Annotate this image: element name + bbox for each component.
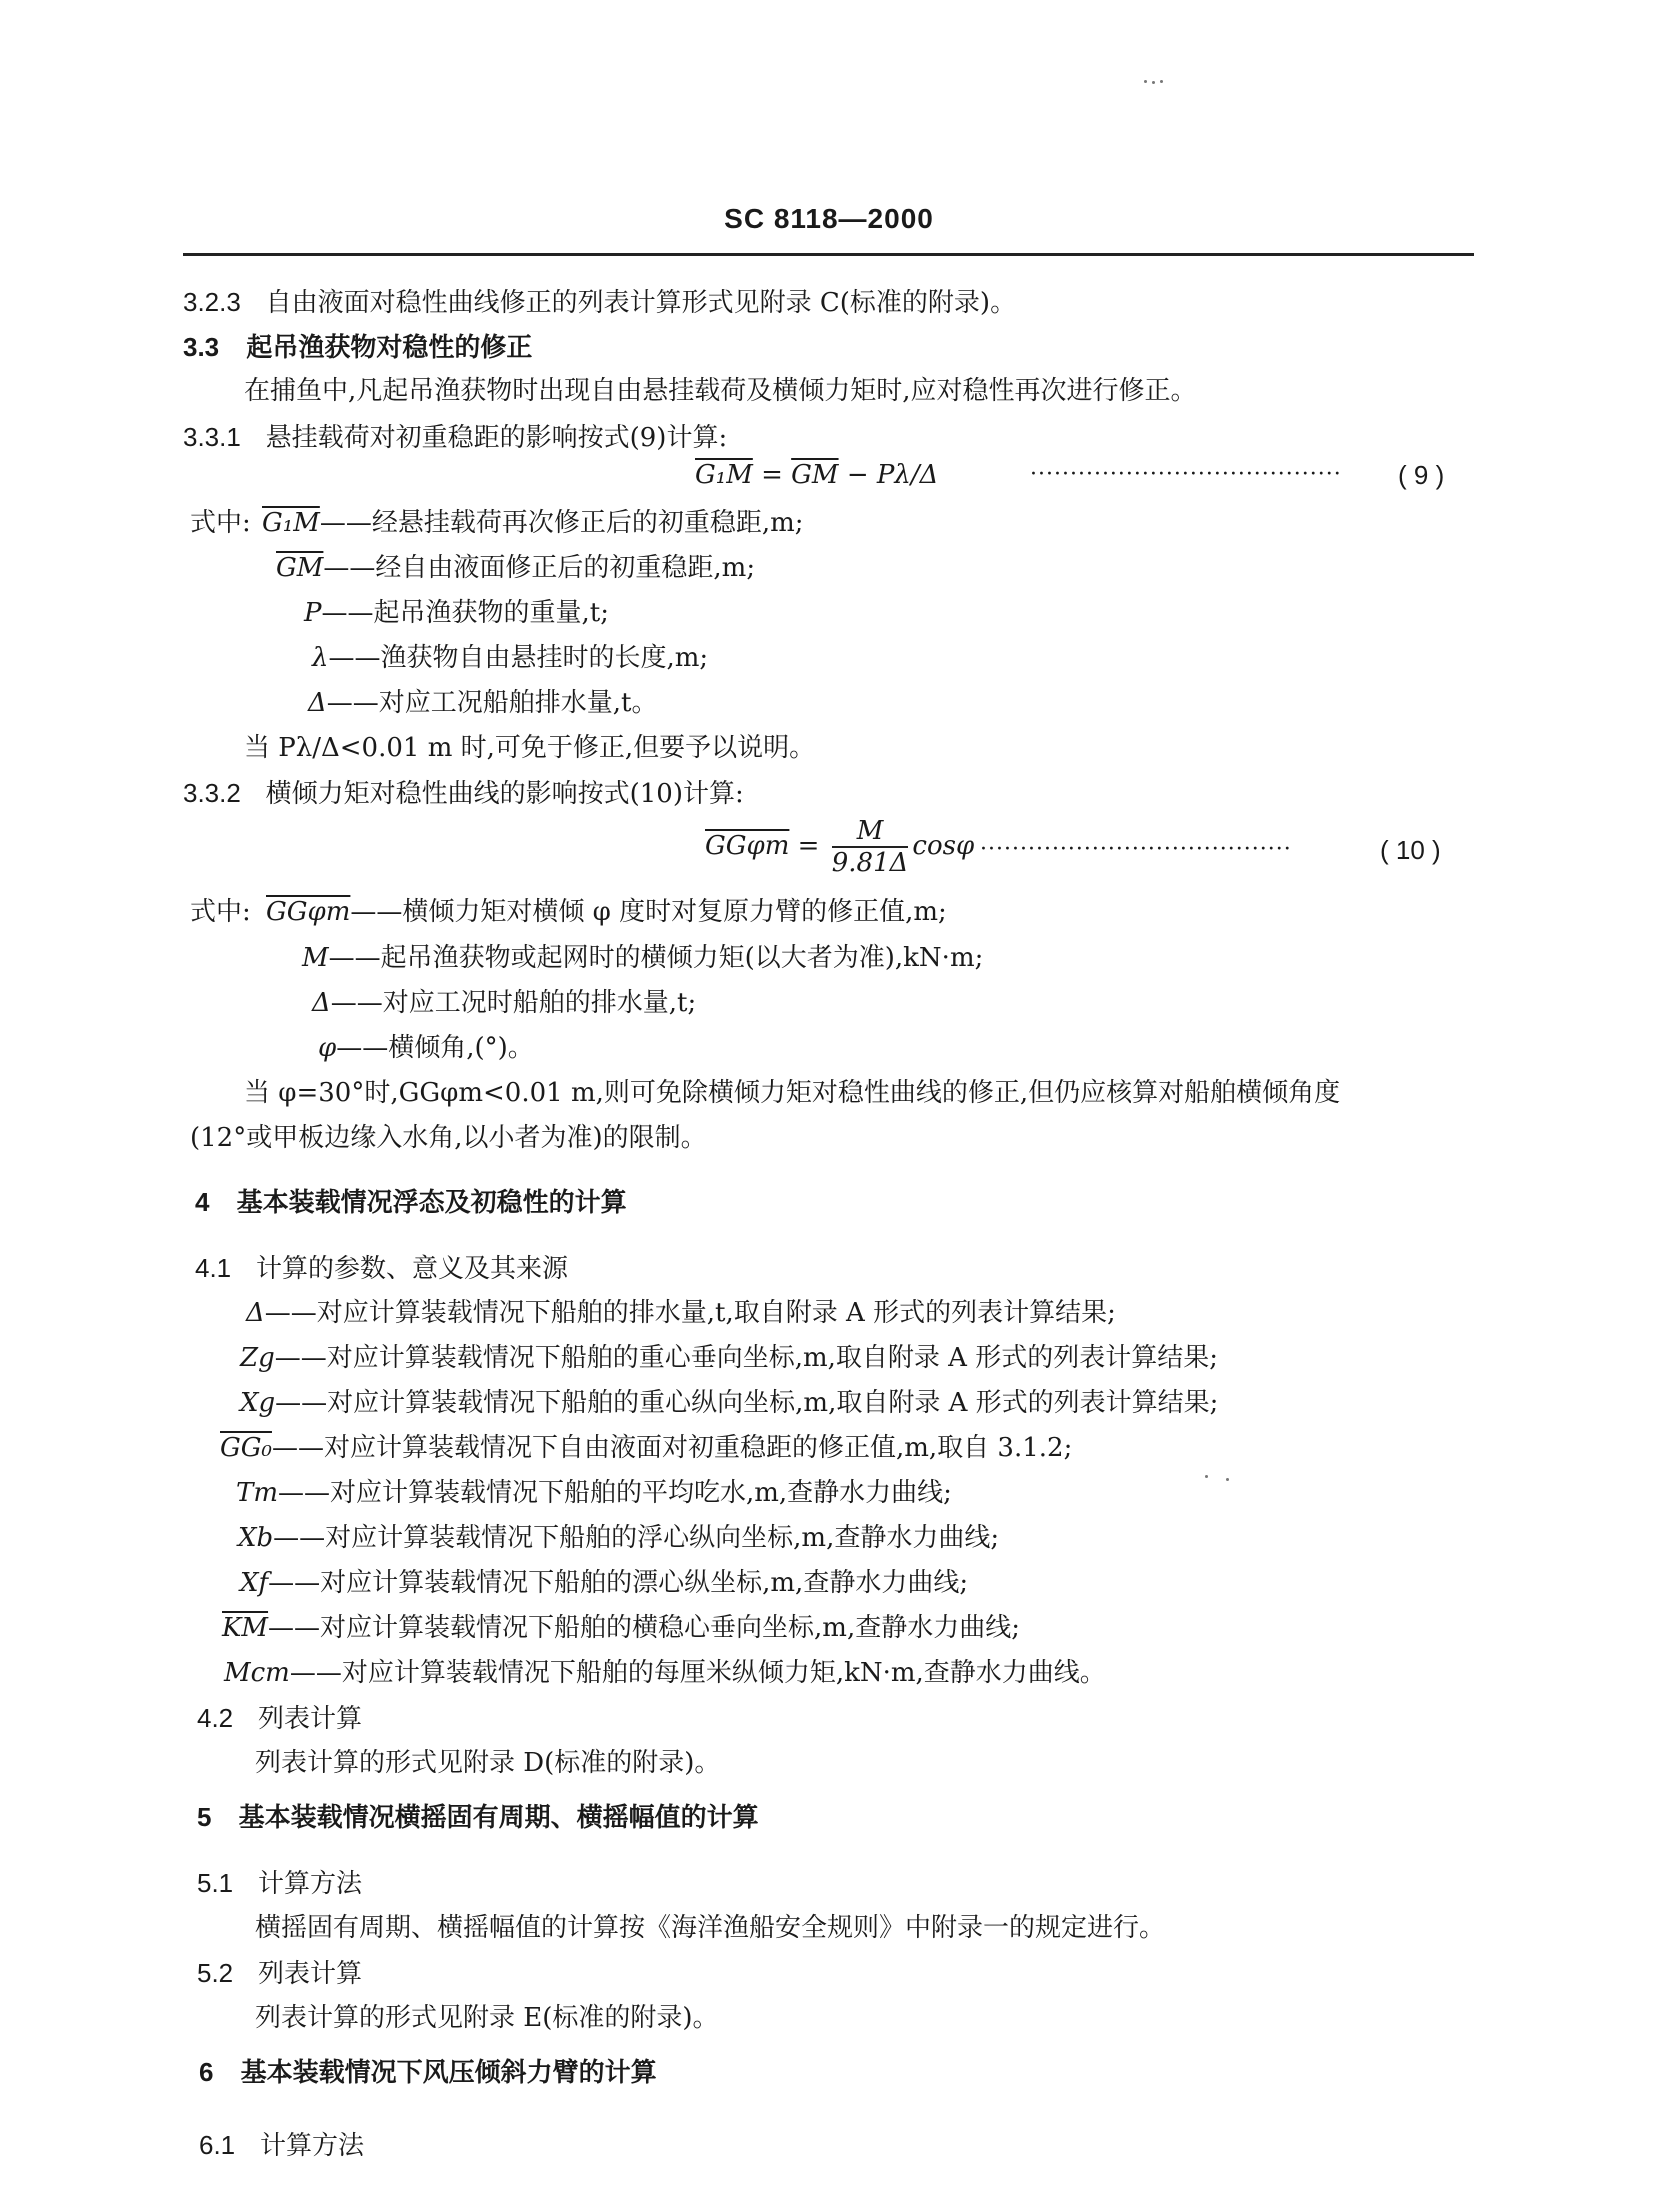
paragraph-5-1: 横摇固有周期、横摇幅值的计算按《海洋渔船安全规则》中附录一的规定进行。 (255, 1913, 1166, 1943)
section-5-heading (197, 1800, 759, 1835)
clause-number: 5.2 (197, 1958, 234, 1988)
clause-number: 3.2.3 (183, 287, 241, 317)
section-title: 基本装载情况浮态及初稳性的计算 (236, 1188, 627, 1218)
formula-10-label: ( 10 ) (1380, 835, 1441, 865)
where-10-prefix: 式中: (190, 897, 251, 927)
where-9-prefix: 式中: (190, 508, 251, 538)
clause-number: 4.1 (195, 1253, 232, 1283)
parameter-row (240, 1341, 1218, 1375)
symbol: P (304, 598, 322, 628)
clause-number: 3.3 (183, 332, 220, 362)
formula-9-leader: ······································· (1030, 462, 1342, 487)
definition: ——对应计算装载情况下船舶的浮心纵向坐标,m,查静水力曲线; (273, 1523, 1000, 1553)
symbol: Zg (240, 1343, 275, 1373)
symbol: φ (318, 1033, 337, 1063)
definition: ——起吊渔获物的重量,t; (321, 598, 609, 628)
section-number: 6 (199, 2057, 214, 2087)
clause-number: 4.2 (197, 1703, 234, 1733)
section-4-heading (195, 1185, 627, 1220)
where-10-row (302, 941, 983, 975)
symbol: Xf (240, 1568, 269, 1598)
header-rule (183, 253, 1474, 256)
scan-speck (1226, 1478, 1229, 1481)
where-10-row (318, 1031, 534, 1065)
clause-number: 3.3.2 (183, 778, 241, 808)
symbol: Xb (238, 1523, 274, 1553)
where-9-row (308, 686, 658, 720)
definition: ——起吊渔获物或起网时的横倾力矩(以大者为准),kN·m; (328, 943, 984, 973)
formula-lhs: G₁M (695, 460, 753, 490)
section-number: 4 (195, 1187, 210, 1217)
clause-3-3-2 (183, 776, 744, 811)
definition: ——对应计算装载情况下船舶的排水量,t,取自附录 A 形式的列表计算结果; (264, 1298, 1116, 1328)
formula-equals: = (789, 831, 828, 861)
where-9-row (304, 596, 609, 630)
clause-4-2-heading (197, 1701, 362, 1736)
clause-number: 5.1 (197, 1868, 234, 1898)
section-number: 5 (197, 1802, 212, 1832)
clause-text: 自由液面对稳性曲线修正的列表计算形式见附录 C(标准的附录)。 (265, 288, 1017, 318)
symbol: Δ (308, 688, 327, 718)
formula-lhs: GGφm (705, 831, 790, 861)
clause-3-3-heading (183, 330, 532, 365)
parameter-row (224, 1656, 1106, 1690)
clause-3-2-3 (183, 285, 1016, 320)
clause-6-1-heading (199, 2128, 364, 2163)
symbol: Mcm (224, 1658, 290, 1688)
clause-4-1-heading (195, 1251, 568, 1286)
parameter-row (240, 1386, 1218, 1420)
paragraph-4-2: 列表计算的形式见附录 D(标准的附录)。 (255, 1748, 721, 1778)
scan-speck (1205, 1475, 1208, 1478)
definition: ——横倾力矩对横倾 φ 度时对复原力臂的修正值,m; (350, 897, 947, 927)
where-10-row (266, 895, 947, 929)
definition: ——横倾角,(°)。 (336, 1033, 534, 1063)
formula-10-note-cont: (12°或甲板边缘入水角,以小者为准)的限制。 (190, 1123, 707, 1153)
clause-title: 起吊渔获物对稳性的修正 (246, 333, 533, 363)
clause-5-1-heading (197, 1866, 362, 1901)
symbol: Tm (236, 1478, 278, 1508)
definition: ——对应计算装载情况下船舶的平均吃水,m,查静水力曲线; (278, 1478, 952, 1508)
formula-rest: − Pλ/Δ (838, 460, 939, 490)
scan-speck (1152, 81, 1155, 84)
section-title: 基本装载情况下风压倾斜力臂的计算 (240, 2058, 657, 2088)
clause-number: 6.1 (199, 2130, 236, 2160)
parameter-row (246, 1296, 1116, 1330)
formula-9-note: 当 Pλ/Δ<0.01 m 时,可免于修正,但要予以说明。 (244, 733, 816, 763)
clause-3-3-1 (183, 420, 727, 455)
parameter-row (222, 1611, 1020, 1645)
symbol: $\overline{KM}$ (222, 1613, 269, 1643)
definition: ——对应计算装载情况下船舶的重心垂向坐标,m,取自附录 A 形式的列表计算结果; (274, 1343, 1218, 1373)
formula-tail: cosφ (912, 831, 975, 861)
definition: ——对应计算装载情况下船舶的漂心纵坐标,m,查静水力曲线; (268, 1568, 969, 1598)
symbol: λ (312, 643, 329, 673)
definition: ——经自由液面修正后的初重稳距,m; (323, 553, 756, 583)
clause-5-2-heading (197, 1956, 362, 1991)
definition: ——对应工况时船舶的排水量,t; (330, 988, 697, 1018)
numerator: M (832, 816, 909, 848)
definition: ——对应计算装载情况下船舶的每厘米纵倾力矩,kN·m,查静水力曲线。 (289, 1658, 1106, 1688)
clause-title: 列表计算 (257, 1959, 362, 1989)
formula-10-note: 当 φ=30°时,GGφm<0.01 m,则可免除横倾力矩对稳性曲线的修正,但仍应核算对船舶横倾角度 (244, 1078, 1341, 1108)
formula-9-label: ( 9 ) (1398, 460, 1445, 490)
formula-10 (705, 816, 974, 878)
where-9-row (276, 551, 755, 585)
fraction (832, 816, 909, 878)
symbol: GG₀ (220, 1433, 272, 1463)
definition: ——对应计算装载情况下船舶的重心纵向坐标,m,取自附录 A 形式的列表计算结果; (275, 1388, 1219, 1418)
definition: ——对应计算装载情况下船舶的横稳心垂向坐标,m,查静水力曲线; (268, 1613, 1020, 1643)
symbol: $\overline{GM}$ (276, 553, 324, 583)
parameter-row (238, 1521, 999, 1555)
definition: ——对应计算装载情况下自由液面对初重稳距的修正值,m,取自 3.1.2; (271, 1433, 1073, 1463)
clause-title: 计算方法 (257, 1869, 362, 1899)
parameter-row (240, 1566, 968, 1600)
clause-title: 列表计算 (257, 1704, 362, 1734)
symbol: G₁M (262, 508, 320, 538)
parameter-row (220, 1431, 1072, 1465)
definition: ——渔获物自由悬挂时的长度,m; (328, 643, 709, 673)
symbol: Δ (312, 988, 331, 1018)
denominator: 9.81Δ (831, 848, 909, 878)
scan-speck (1160, 80, 1163, 83)
formula-equals: = (752, 460, 792, 490)
symbol: Δ (246, 1298, 265, 1328)
standard-code-header: SC 8118—2000 (724, 203, 934, 234)
symbol: M (302, 943, 329, 973)
formula-9 (695, 458, 938, 492)
symbol: Xg (240, 1388, 276, 1418)
section-6-heading (199, 2055, 657, 2090)
clause-text: 横倾力矩对稳性曲线的影响按式(10)计算: (265, 779, 744, 809)
symbol: GGφm (266, 897, 351, 927)
section-title: 基本装载情况横摇固有周期、横摇幅值的计算 (238, 1803, 759, 1833)
clause-title: 计算方法 (259, 2131, 364, 2161)
paragraph-5-2: 列表计算的形式见附录 E(标准的附录)。 (255, 2003, 719, 2033)
definition: ——经悬挂载荷再次修正后的初重稳距,m; (319, 508, 804, 538)
clause-text: 悬挂载荷对初重稳距的影响按式(9)计算: (265, 423, 728, 453)
formula-10-leader: ······································· (980, 837, 1292, 862)
where-9-row (312, 641, 708, 675)
definition: ——对应工况船舶排水量,t。 (326, 688, 658, 718)
clause-title: 计算的参数、意义及其来源 (255, 1254, 568, 1284)
formula-gm: $\overline{GM}$ (791, 460, 839, 490)
parameter-row (236, 1476, 952, 1510)
paragraph-3-3: 在捕鱼中,凡起吊渔获物时出现自由悬挂载荷及横倾力矩时,应对稳性再次进行修正。 (244, 376, 1197, 406)
where-9-row (262, 506, 804, 540)
clause-number: 3.3.1 (183, 422, 241, 452)
scan-speck (1144, 80, 1147, 83)
where-10-row (312, 986, 696, 1020)
